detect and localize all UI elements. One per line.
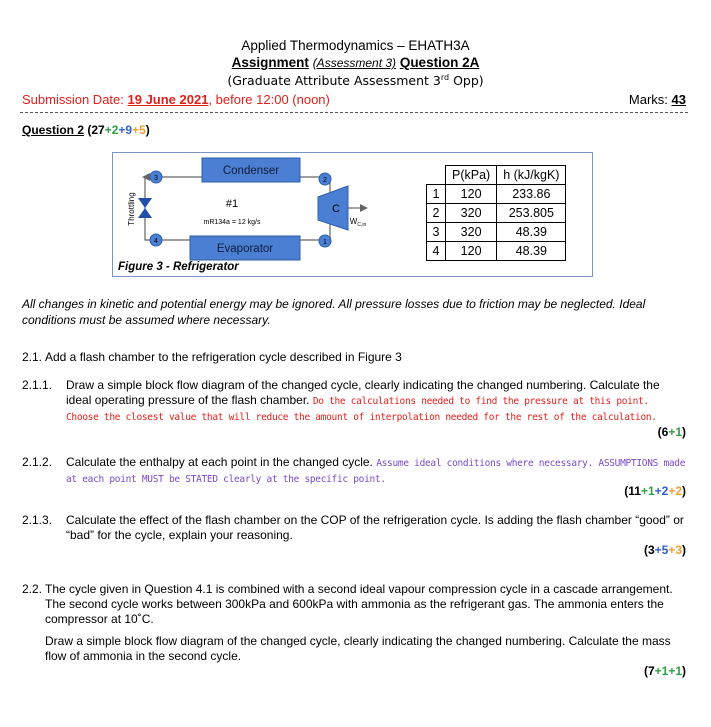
table-header-h: h (kJ/kgK) <box>497 166 566 185</box>
q212-text: Calculate the enthalpy at each point in the changed cycle. <box>66 455 377 469</box>
question-heading <box>22 123 150 137</box>
table-row <box>427 223 566 242</box>
q212-m-open: (11 <box>624 484 641 498</box>
table-cell-n: 2 <box>427 204 446 223</box>
table-cell-n: 1 <box>427 185 446 204</box>
table-cell-h: 48.39 <box>497 223 566 242</box>
q213-marks <box>644 543 686 557</box>
refrigerator-diagram <box>112 152 432 262</box>
qh-m3: +9 <box>118 123 133 137</box>
arrow-from-condenser <box>142 173 150 181</box>
q211-m-close: ) <box>682 425 686 439</box>
assignment-word: Assignment <box>231 55 309 70</box>
cycle-number: #1 <box>225 198 239 210</box>
q211-note: Do the calculations needed to find the pressure at this point. Choose the closest value that will reduce the amount of interpolation needed for the rest of the calculation. <box>66 396 657 423</box>
qh-open: ( <box>84 123 92 137</box>
question-label: Question 2 <box>22 123 85 137</box>
work-label <box>350 217 367 228</box>
q22-number: 2.2. <box>22 582 43 596</box>
intro-text: All changes in kinetic and potential energy may be ignored. All pressure losses due to friction may be neglected. Ideal conditions must be assumed where necessary. <box>22 297 646 327</box>
graduate-pre: (Graduate Attribute Assessment 3 <box>227 73 441 89</box>
submission-label: Submission Date: <box>22 92 128 107</box>
q22-marks <box>644 664 686 678</box>
q213-m-a: +5 <box>654 543 669 557</box>
graduate-line <box>0 73 711 88</box>
table-header-row <box>427 166 566 185</box>
qh-m2: +2 <box>104 123 119 137</box>
q213-number: 2.1.3. <box>22 513 53 527</box>
q211-m-open: (6 <box>657 425 669 439</box>
q213-text: Calculate the effect of the flash chamber on the COP of the refrigeration cycle. Is adding the flash chamber “good” or “bad” for the cycle, explain your reasoning. <box>66 513 684 542</box>
table-cell-h: 253.805 <box>497 204 566 223</box>
loop-left-line <box>145 177 202 240</box>
assessment-tag: (Assessment 3) <box>312 56 397 70</box>
submission-line <box>22 92 330 107</box>
throttling-label: Throttling <box>127 192 136 226</box>
table-cell-h: 233.86 <box>497 185 566 204</box>
submission-rest: , before 12:00 (noon) <box>208 92 330 107</box>
table-cell-p: 120 <box>446 185 497 204</box>
table-row <box>427 204 566 223</box>
separator <box>20 112 688 113</box>
table-row <box>427 242 566 261</box>
q212-number: 2.1.2. <box>22 455 53 469</box>
work-w: W <box>349 217 358 226</box>
point-3-label: 3 <box>154 175 158 182</box>
table-cell-n: 4 <box>427 242 446 261</box>
q22-m-b: +1 <box>668 664 682 678</box>
state-table <box>426 165 566 261</box>
table-cell-p: 320 <box>446 223 497 242</box>
q21-number: 2.1. <box>22 350 43 364</box>
q211-text: Draw a simple block flow diagram of the changed cycle, clearly indicating the changed numbering. Calculate the ideal operating pressure of the flash chamber. <box>66 378 660 407</box>
condenser-label: Condenser <box>222 165 280 177</box>
q22-m-close: ) <box>682 664 686 678</box>
q213-m-open: (3 <box>643 543 655 557</box>
marks-label: Marks: <box>628 92 672 107</box>
valve-bottom <box>138 208 152 218</box>
table-cell-n: 3 <box>427 223 446 242</box>
valve-top <box>138 198 152 208</box>
work-arrow <box>360 204 368 212</box>
table-cell-h: 48.39 <box>497 242 566 261</box>
point-2-label: 2 <box>323 177 327 184</box>
q211-m-a: +1 <box>668 425 682 439</box>
q212-marks <box>624 484 686 498</box>
q212-note: Assume ideal conditions where necessary. ASSUMPTIONS made at each point MUST be STATED clearly at the specific point. <box>66 458 686 485</box>
q22-text2: Draw a simple block flow diagram of the changed cycle, clearly indicating the changed numbering. Calculate the mass flow of ammonia in the second cycle. <box>45 634 671 663</box>
q22-m-a: +1 <box>654 664 669 678</box>
q21-text: Add a flash chamber to the refrigeration cycle described in Figure 3 <box>45 350 402 364</box>
qh-close: ) <box>145 123 150 137</box>
q212-m-c: +2 <box>668 484 682 498</box>
compressor-label: C <box>332 203 340 215</box>
table-header-p: P(kPa) <box>446 166 497 185</box>
marks-value: 43 <box>671 92 686 107</box>
submission-date: 19 June 2021 <box>127 92 209 107</box>
q213-m-b: +3 <box>668 543 682 557</box>
marks-total <box>629 92 686 107</box>
point-4-label: 4 <box>154 238 158 245</box>
mass-flow-label: mR134a = 12 kg/s <box>203 219 261 226</box>
evaporator-label: Evaporator <box>216 243 274 255</box>
table-cell-p: 120 <box>446 242 497 261</box>
graduate-post: Opp) <box>449 73 484 89</box>
q211-marks <box>658 425 686 439</box>
table-row <box>427 185 566 204</box>
question-tag: Question 2A <box>399 55 480 70</box>
q212-m-b: +2 <box>654 484 669 498</box>
graduate-sup: rd <box>440 73 450 82</box>
table-corner <box>427 166 446 185</box>
course-title: Applied Thermodynamics – EHATH3A <box>241 38 470 53</box>
q212-body <box>66 455 686 487</box>
figure-caption: Figure 3 - Refrigerator <box>118 261 239 273</box>
q22-m-open: (7 <box>643 664 655 678</box>
assignment-line <box>0 55 711 70</box>
q213-m-close: ) <box>682 543 686 557</box>
qh-m1: 27 <box>91 123 105 137</box>
q211-number: 2.1.1. <box>22 378 53 392</box>
q211-body <box>66 378 686 425</box>
q212-m-a: +1 <box>640 484 655 498</box>
table-cell-p: 320 <box>446 204 497 223</box>
work-sub: C,in <box>357 222 367 228</box>
q22-text: The cycle given in Question 4.1 is combined with a second ideal vapour compression cycle in a cascade arrangement. The second cycle works between 300kPa and 600kPa with ammonia as the refrigerant gas. The ammonia enters the compressor at 10˚C. <box>45 582 673 626</box>
qh-m4: +5 <box>132 123 146 137</box>
point-1-label: 1 <box>323 239 327 246</box>
q212-m-close: ) <box>682 484 686 498</box>
